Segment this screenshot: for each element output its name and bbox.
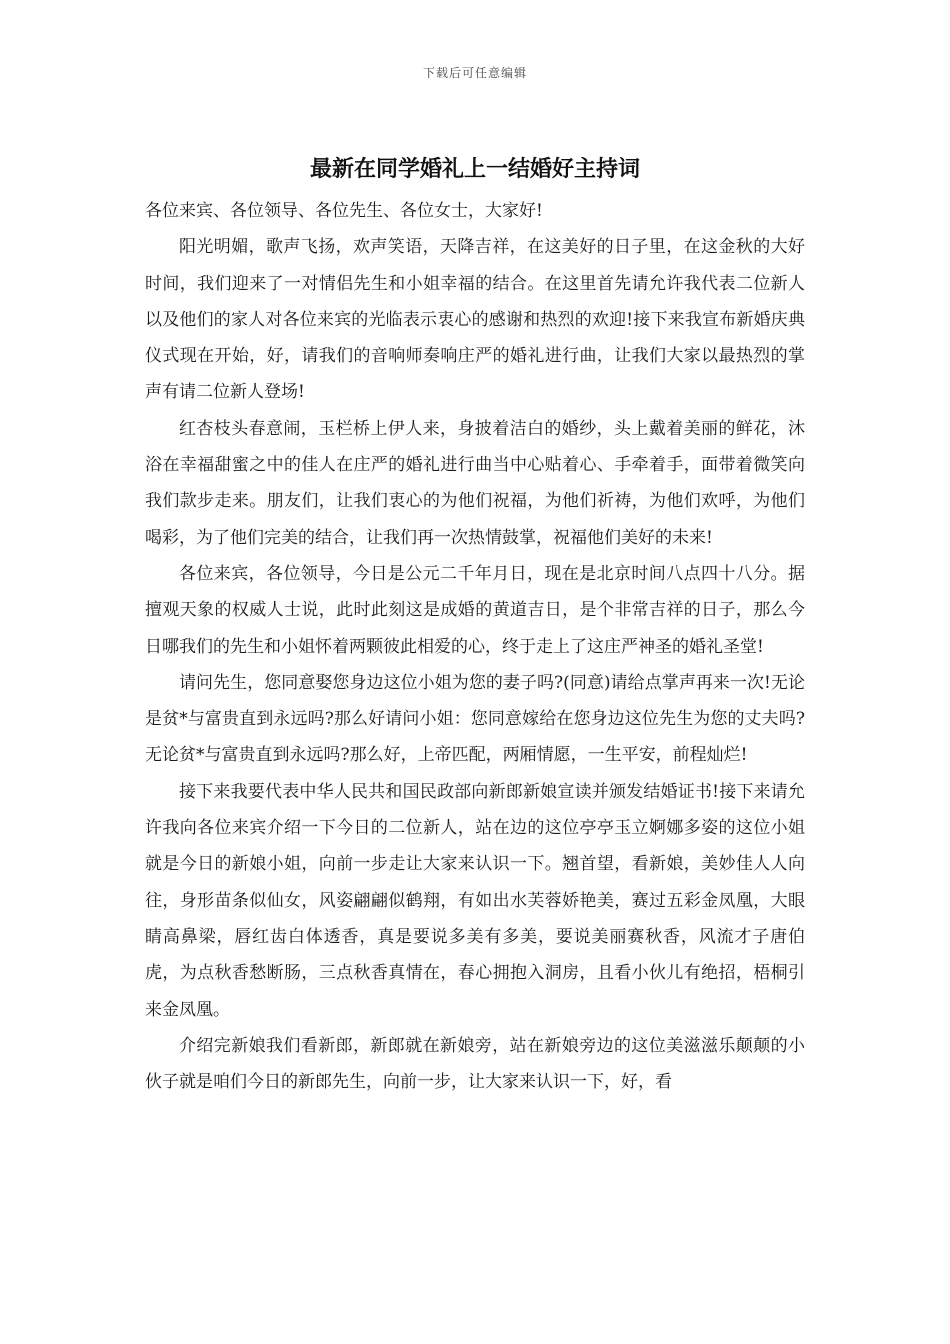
- document-title: 最新在同学婚礼上一结婚好主持词: [309, 157, 640, 182]
- body-paragraph: 阳光明媚，歌声飞扬，欢声笑语，天降吉祥，在这美好的日子里，在这金秋的大好时间，我们迎来了一对情侣先生和小姐幸福的结合。在这里首先请允许我代表二位新人以及他们的家人对各位来宾的光临表示衷心的感谢和热烈的欢迎!接下来我宣布新婚庆典仪式现在开始，好，请我们的音响师奏响庄严的婚礼进行曲，让我们大家以最热烈的掌声有请二位新人登场!: [145, 237, 805, 403]
- greeting-paragraph: 各位来宾、各位领导、各位先生、各位女士，大家好!: [145, 201, 543, 221]
- body-paragraph: 介绍完新娘我们看新郎，新郎就在新娘旁，站在新娘旁边的这位美滋滋乐颠颠的小伙子就是咱们今日的新郎先生，向前一步，让大家来认识一下，好，看: [145, 1035, 805, 1093]
- body-paragraph: 接下来我要代表中华人民共和国民政部向新郎新娘宣读并颁发结婚证书!接下来请允许我向各位来宾介绍一下今日的二位新人，站在边的这位亭亭玉立婀娜多姿的这位小姐就是今日的新娘小姐，向前一步走让大家来认识一下。翘首望，看新娘，美妙佳人人向往，身形苗条似仙女，风姿翩翩似鹤翔，有如出水芙蓉娇艳美，赛过五彩金凤凰，大眼睛高鼻梁，唇红齿白体透香，真是要说多美有多美，要说美丽赛秋香，风流才子唐伯虎，为点秋香愁断肠，三点秋香真情在，春心拥抱入洞房，且看小伙儿有绝招，梧桐引来金凤凰。: [145, 781, 805, 1020]
- header-note: 下载后可任意编辑: [422, 66, 527, 80]
- body-paragraph: 请问先生，您同意娶您身边这位小姐为您的妻子吗?(同意)请给点掌声再来一次!无论是贫*与富贵直到永远吗?那么好请问小姐：您同意嫁给在您身边这位先生为您的丈夫吗?无论贫*与富贵直到永远吗?那么好，上帝匹配，两厢情愿，一生平安，前程灿烂!: [145, 672, 805, 766]
- body-paragraph: 各位来宾，各位领导，今日是公元二千年月日，现在是北京时间八点四十八分。据擅观天象的权威人士说，此时此刻这是成婚的黄道吉日，是个非常吉祥的日子，那么今日哪我们的先生和小姐怀着两颗彼此相爱的心，终于走上了这庄严神圣的婚礼圣堂!: [145, 563, 805, 657]
- body-paragraph: 红杏枝头春意闹，玉栏桥上伊人来，身披着洁白的婚纱，头上戴着美丽的鲜花，沐浴在幸福甜蜜之中的佳人在庄严的婚礼进行曲当中心贴着心、手牵着手，面带着微笑向我们款步走来。朋友们，让我们衷心的为他们祝福，为他们祈祷，为他们欢呼，为他们喝彩，为了他们完美的结合，让我们再一次热情鼓掌，祝福他们美好的未来!: [145, 418, 805, 548]
- document-body: [145, 193, 805, 1100]
